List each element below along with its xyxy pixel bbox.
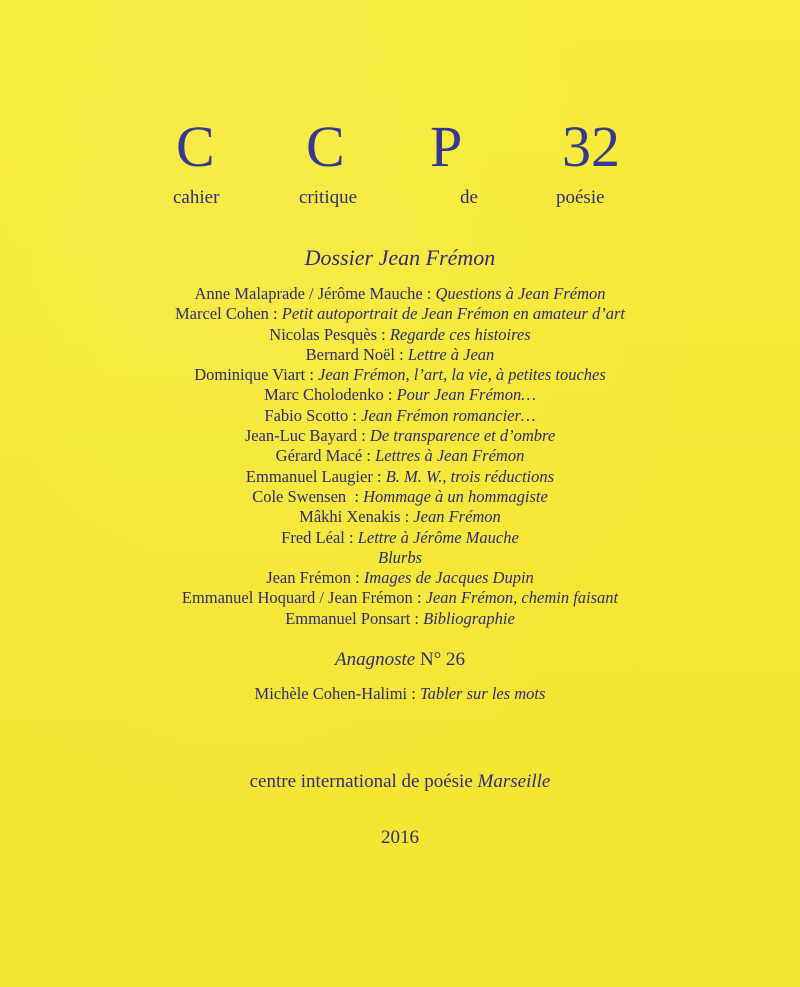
- entry-work: Jean Frémon: [413, 507, 501, 527]
- anagnoste-number: N° 26: [415, 649, 466, 670]
- entry-separator: :: [357, 426, 370, 446]
- journal-title: [0, 112, 800, 182]
- toc-entry: [0, 609, 800, 629]
- entry-work: Bibliographie: [423, 608, 515, 628]
- entry-separator: :: [412, 588, 426, 608]
- entry-work: Tabler sur les mots: [419, 684, 546, 703]
- subtitle-word-critique: critique: [299, 187, 358, 208]
- anagnoste-entry: [0, 683, 800, 704]
- entry-author: Emmanuel Laugier: [245, 466, 373, 486]
- entry-author: Jean Frémon: [266, 568, 351, 588]
- toc-entry: [0, 284, 800, 304]
- entry-author: Marcel Cohen: [174, 304, 269, 324]
- entry-author: Anne Malaprade / Jérôme Mauche: [194, 284, 423, 303]
- toc-entry: [0, 548, 800, 568]
- entry-separator: :: [350, 568, 364, 588]
- toc-entry: [0, 446, 800, 466]
- entry-separator: :: [395, 344, 408, 364]
- entry-work: Jean Frémon, chemin faisant: [425, 588, 619, 608]
- entry-work: Regarde ces histoires: [389, 324, 531, 344]
- entry-work: Jean Frémon, l’art, la vie, à petites touches: [318, 365, 606, 385]
- entry-author: Emmanuel Ponsart: [285, 608, 411, 628]
- table-of-contents: [0, 284, 800, 629]
- entry-author: Cole Swensen: [252, 486, 347, 506]
- anagnoste-heading: [0, 648, 800, 672]
- entry-author: Fred Léal: [281, 527, 345, 547]
- publisher-name: centre international de poésie: [249, 771, 478, 792]
- entry-author: Nicolas Pesquès: [269, 324, 377, 344]
- subtitle-word-cahier: cahier: [173, 187, 220, 208]
- entry-author: Marc Cholodenko: [264, 385, 384, 405]
- toc-entry: [0, 406, 800, 426]
- entry-separator: :: [422, 284, 436, 303]
- publisher-city: Marseille: [477, 771, 551, 792]
- entry-author: Mâkhi Xenakis: [299, 507, 401, 527]
- publication-year: 2016: [381, 827, 419, 848]
- entry-separator: :: [372, 466, 386, 486]
- entry-work: Petit autoportrait de Jean Frémon en amateur d’art: [281, 304, 626, 324]
- entry-work: B. M. W., trois réductions: [385, 466, 555, 486]
- entry-separator: :: [268, 304, 282, 324]
- entry-author: Gérard Macé: [275, 446, 363, 466]
- entry-work: Hommage à un hommagiste: [363, 486, 548, 506]
- entry-separator: :: [400, 507, 414, 527]
- entry-work: Lettre à Jean: [407, 344, 495, 364]
- entry-work: Questions à Jean Frémon: [435, 284, 606, 303]
- entry-separator: :: [346, 486, 364, 506]
- entry-separator: :: [383, 385, 397, 405]
- entry-work: De transparence et d’ombre: [369, 426, 556, 446]
- journal-subtitle: [0, 186, 800, 210]
- entry-author: Jean-Luc Bayard: [244, 426, 358, 446]
- toc-entry: [0, 507, 800, 527]
- anagnoste-title: Anagnoste: [334, 649, 416, 670]
- title-letter-c1: C: [176, 114, 215, 179]
- entry-work: Images de Jacques Dupin: [363, 568, 534, 588]
- toc-entry: [0, 426, 800, 446]
- entry-separator: :: [305, 365, 319, 385]
- entry-separator: :: [344, 527, 358, 547]
- toc-entry: [0, 325, 800, 345]
- toc-entry: [0, 345, 800, 365]
- issue-number: 32: [562, 114, 620, 179]
- toc-entry: [0, 385, 800, 405]
- title-letter-c2: C: [306, 114, 345, 179]
- subtitle-word-poesie: poésie: [556, 187, 605, 208]
- entry-work: Lettre à Jérôme Mauche: [357, 527, 519, 547]
- toc-entry: [0, 588, 800, 608]
- title-letter-p: P: [430, 114, 463, 179]
- entry-work: Pour Jean Frémon…: [396, 385, 536, 405]
- toc-entry: [0, 365, 800, 385]
- entry-separator: :: [348, 405, 362, 425]
- entry-author: Emmanuel Hoquard / Jean Frémon: [181, 588, 413, 608]
- entry-separator: :: [362, 446, 376, 466]
- entry-author: Michèle Cohen-Halimi: [254, 684, 408, 703]
- subtitle-word-de: de: [460, 187, 478, 208]
- entry-separator: :: [410, 608, 424, 628]
- toc-entry: [0, 487, 800, 507]
- entry-work: Blurbs: [377, 547, 422, 567]
- entry-author: Dominique Viart: [194, 365, 306, 385]
- entry-work: Lettres à Jean Frémon: [375, 446, 525, 466]
- entry-separator: :: [377, 324, 390, 344]
- entry-separator: :: [407, 684, 420, 703]
- publisher: [0, 770, 800, 794]
- dossier-title: Dossier Jean Frémon: [304, 245, 496, 270]
- toc-entry: [0, 528, 800, 548]
- toc-entry: [0, 304, 800, 324]
- entry-work: Jean Frémon romancier…: [361, 405, 536, 425]
- toc-entry: [0, 568, 800, 588]
- toc-entry: [0, 467, 800, 487]
- entry-author: Fabio Scotto: [264, 405, 349, 425]
- entry-author: Bernard Noël: [305, 344, 396, 364]
